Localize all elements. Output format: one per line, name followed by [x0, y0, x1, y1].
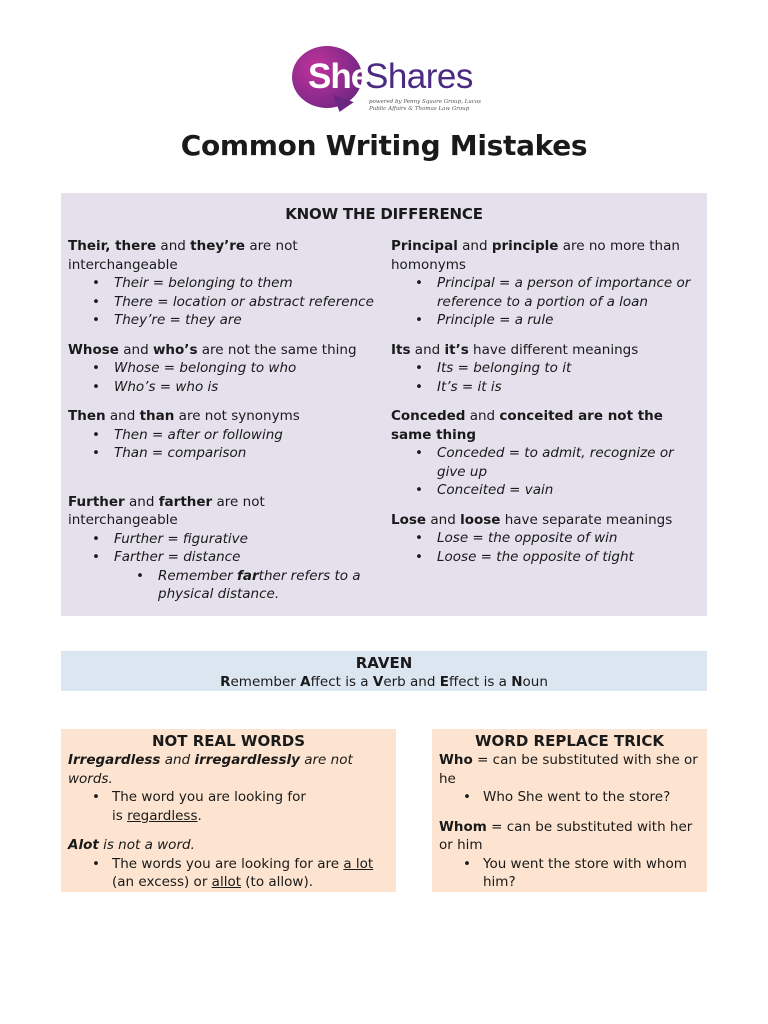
list-item: • The word you are looking for is regardless. [68, 788, 389, 825]
logo-she-text: She [308, 57, 370, 96]
conceded-block [391, 407, 701, 500]
logo-tagline: powered by Penny Square Group, Lucas Public Affairs & Thomas Law Group [369, 99, 481, 112]
block-heading: Principal and principle are no more than homonyms [391, 238, 680, 273]
block-heading: Their, there and they’re are not interchangeable [68, 238, 298, 273]
list-item: • Its = belonging to it [391, 359, 701, 378]
list-item: • Principal = a person of importance or reference to a portion of a loan [391, 274, 701, 311]
page-title: Common Writing Mistakes [180, 129, 588, 162]
list-item: • Their = belonging to them [68, 274, 378, 293]
list-item: • Conceded = to admit, recognize or give up [391, 444, 701, 481]
its-block [391, 341, 701, 397]
sub-list-item: • Remember farther refers to a physical distance. [68, 567, 378, 604]
logo-shares-text: Shares [365, 57, 473, 96]
left-column [68, 237, 378, 615]
raven-title: RAVEN [355, 654, 413, 672]
block-heading: Whose and who’s are not the same thing [68, 341, 357, 358]
block-heading: Conceded and conceited are not the same thing [391, 408, 663, 443]
further-farther-block [68, 493, 378, 604]
know-the-difference-panel [61, 193, 707, 616]
lose-loose-block [391, 511, 701, 567]
not-real-words-panel [61, 729, 396, 892]
list-item: • Principle = a rule [391, 311, 701, 330]
raven-mnemonic: Remember Affect is a Verb and Effect is a Noun [220, 674, 548, 690]
alot-line: Alot is not a word. [68, 837, 195, 853]
list-item: • There = location or abstract reference [68, 293, 378, 312]
principal-block [391, 237, 701, 330]
whom-line: Whom = can be substituted with her or him [439, 818, 693, 853]
right-column [391, 237, 701, 577]
list-item: • Then = after or following [68, 426, 378, 445]
list-item: • Who’s = who is [68, 378, 378, 397]
their-there-block [68, 237, 378, 330]
block-heading: Then and than are not synonyms [68, 408, 300, 424]
list-item: • It’s = it is [391, 378, 701, 397]
list-item: • They’re = they are [68, 311, 378, 330]
word-replace-trick-panel [432, 729, 707, 892]
panel-title: NOT REAL WORDS [151, 732, 306, 750]
list-item: • Conceited = vain [391, 481, 701, 500]
block-heading: Further and farther are not interchangeable [68, 493, 265, 528]
list-item: • The words you are looking for are a lot (an excess) or allot (to allow). [68, 855, 389, 892]
block-heading: Lose and loose have separate meanings [391, 511, 673, 528]
list-item: • Lose = the opposite of win [391, 529, 701, 548]
list-item: • Loose = the opposite of tight [391, 548, 701, 567]
list-item: • You went the store with whom him? [439, 855, 700, 892]
list-item: • Than = comparison [68, 444, 378, 463]
panel-title: WORD REPLACE TRICK [475, 732, 664, 750]
list-item: • Farther = distance [68, 548, 378, 567]
list-item: • Further = figurative [68, 530, 378, 549]
irregardless-line: Irregardless and irregardlessly are not words. [68, 752, 353, 787]
panel-title: KNOW THE DIFFERENCE [285, 205, 483, 223]
sheshares-logo [292, 44, 492, 116]
block-heading: Its and it’s have different meanings [391, 341, 639, 358]
who-line: Who = can be substituted with she or he [439, 752, 698, 787]
list-item: • Who She went to the store? [439, 788, 700, 807]
list-item: • Whose = belonging to who [68, 359, 378, 378]
raven-panel [61, 651, 707, 691]
whose-block [68, 341, 378, 397]
then-than-block [68, 407, 378, 463]
